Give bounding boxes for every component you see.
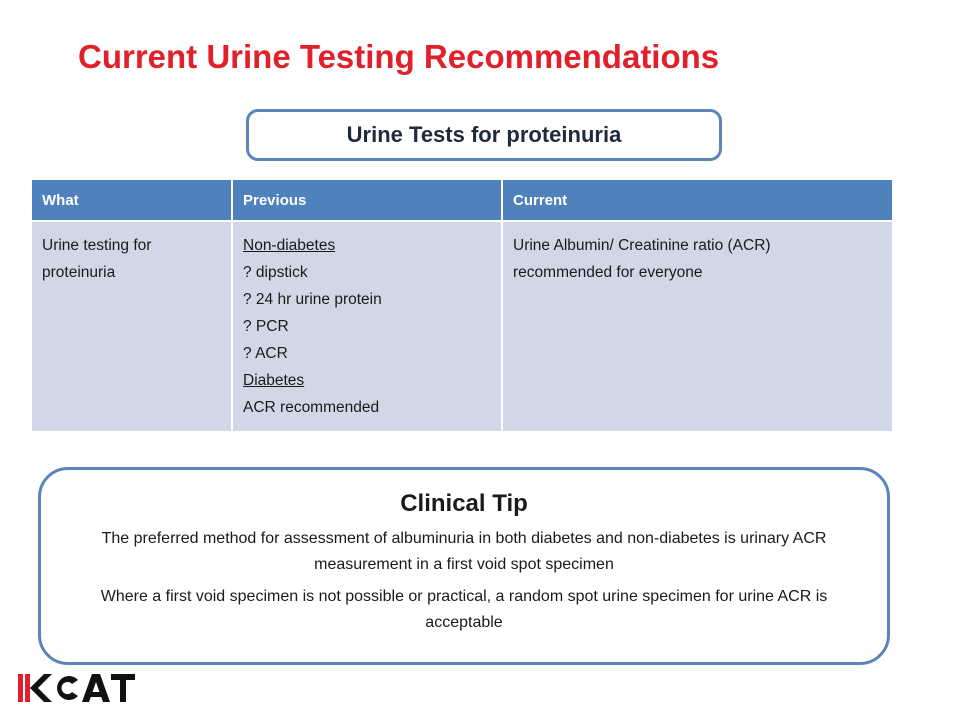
header-current: Current <box>502 180 892 221</box>
header-previous: Previous <box>232 180 502 221</box>
kcat-logo-icon <box>16 670 136 706</box>
cell-current-line: recommended for everyone <box>513 264 703 281</box>
table-row <box>32 221 892 431</box>
section-heading: Urine Tests for proteinuria <box>246 109 722 161</box>
cell-current-line: Urine Albumin/ Creatinine ratio (ACR) <box>513 237 771 254</box>
kcat-logo <box>16 670 136 706</box>
slide-title: Current Urine Testing Recommendations <box>78 38 720 75</box>
header-what: What <box>32 180 232 221</box>
clinical-tip-paragraph: The preferred method for assessment of albuminuria in both diabetes and non-diabetes is urinary ACR measurement in a first void spot specimen <box>101 530 827 573</box>
tests-table <box>32 180 892 431</box>
clinical-tip-paragraph: Where a first void specimen is not possible or practical, a random spot urine specimen for urine ACR is acceptable <box>100 588 828 631</box>
previous-item: ? ACR <box>243 345 288 362</box>
clinical-tip-title: Clinical Tip <box>400 490 528 517</box>
previous-item: ACR recommended <box>243 399 380 416</box>
cell-what-line: Urine testing for <box>42 237 152 254</box>
previous-item: ? PCR <box>243 318 289 335</box>
cell-previous <box>232 221 502 431</box>
cell-current <box>502 221 892 431</box>
clinical-tip-box <box>38 467 890 665</box>
table-header-row <box>32 180 892 221</box>
previous-item: ? 24 hr urine protein <box>243 291 382 308</box>
cell-what <box>32 221 232 431</box>
cell-what-line: proteinuria <box>42 264 116 281</box>
diabetes-label: Diabetes <box>243 372 305 389</box>
non-diabetes-label: Non-diabetes <box>243 237 336 254</box>
previous-item: ? dipstick <box>243 264 308 281</box>
